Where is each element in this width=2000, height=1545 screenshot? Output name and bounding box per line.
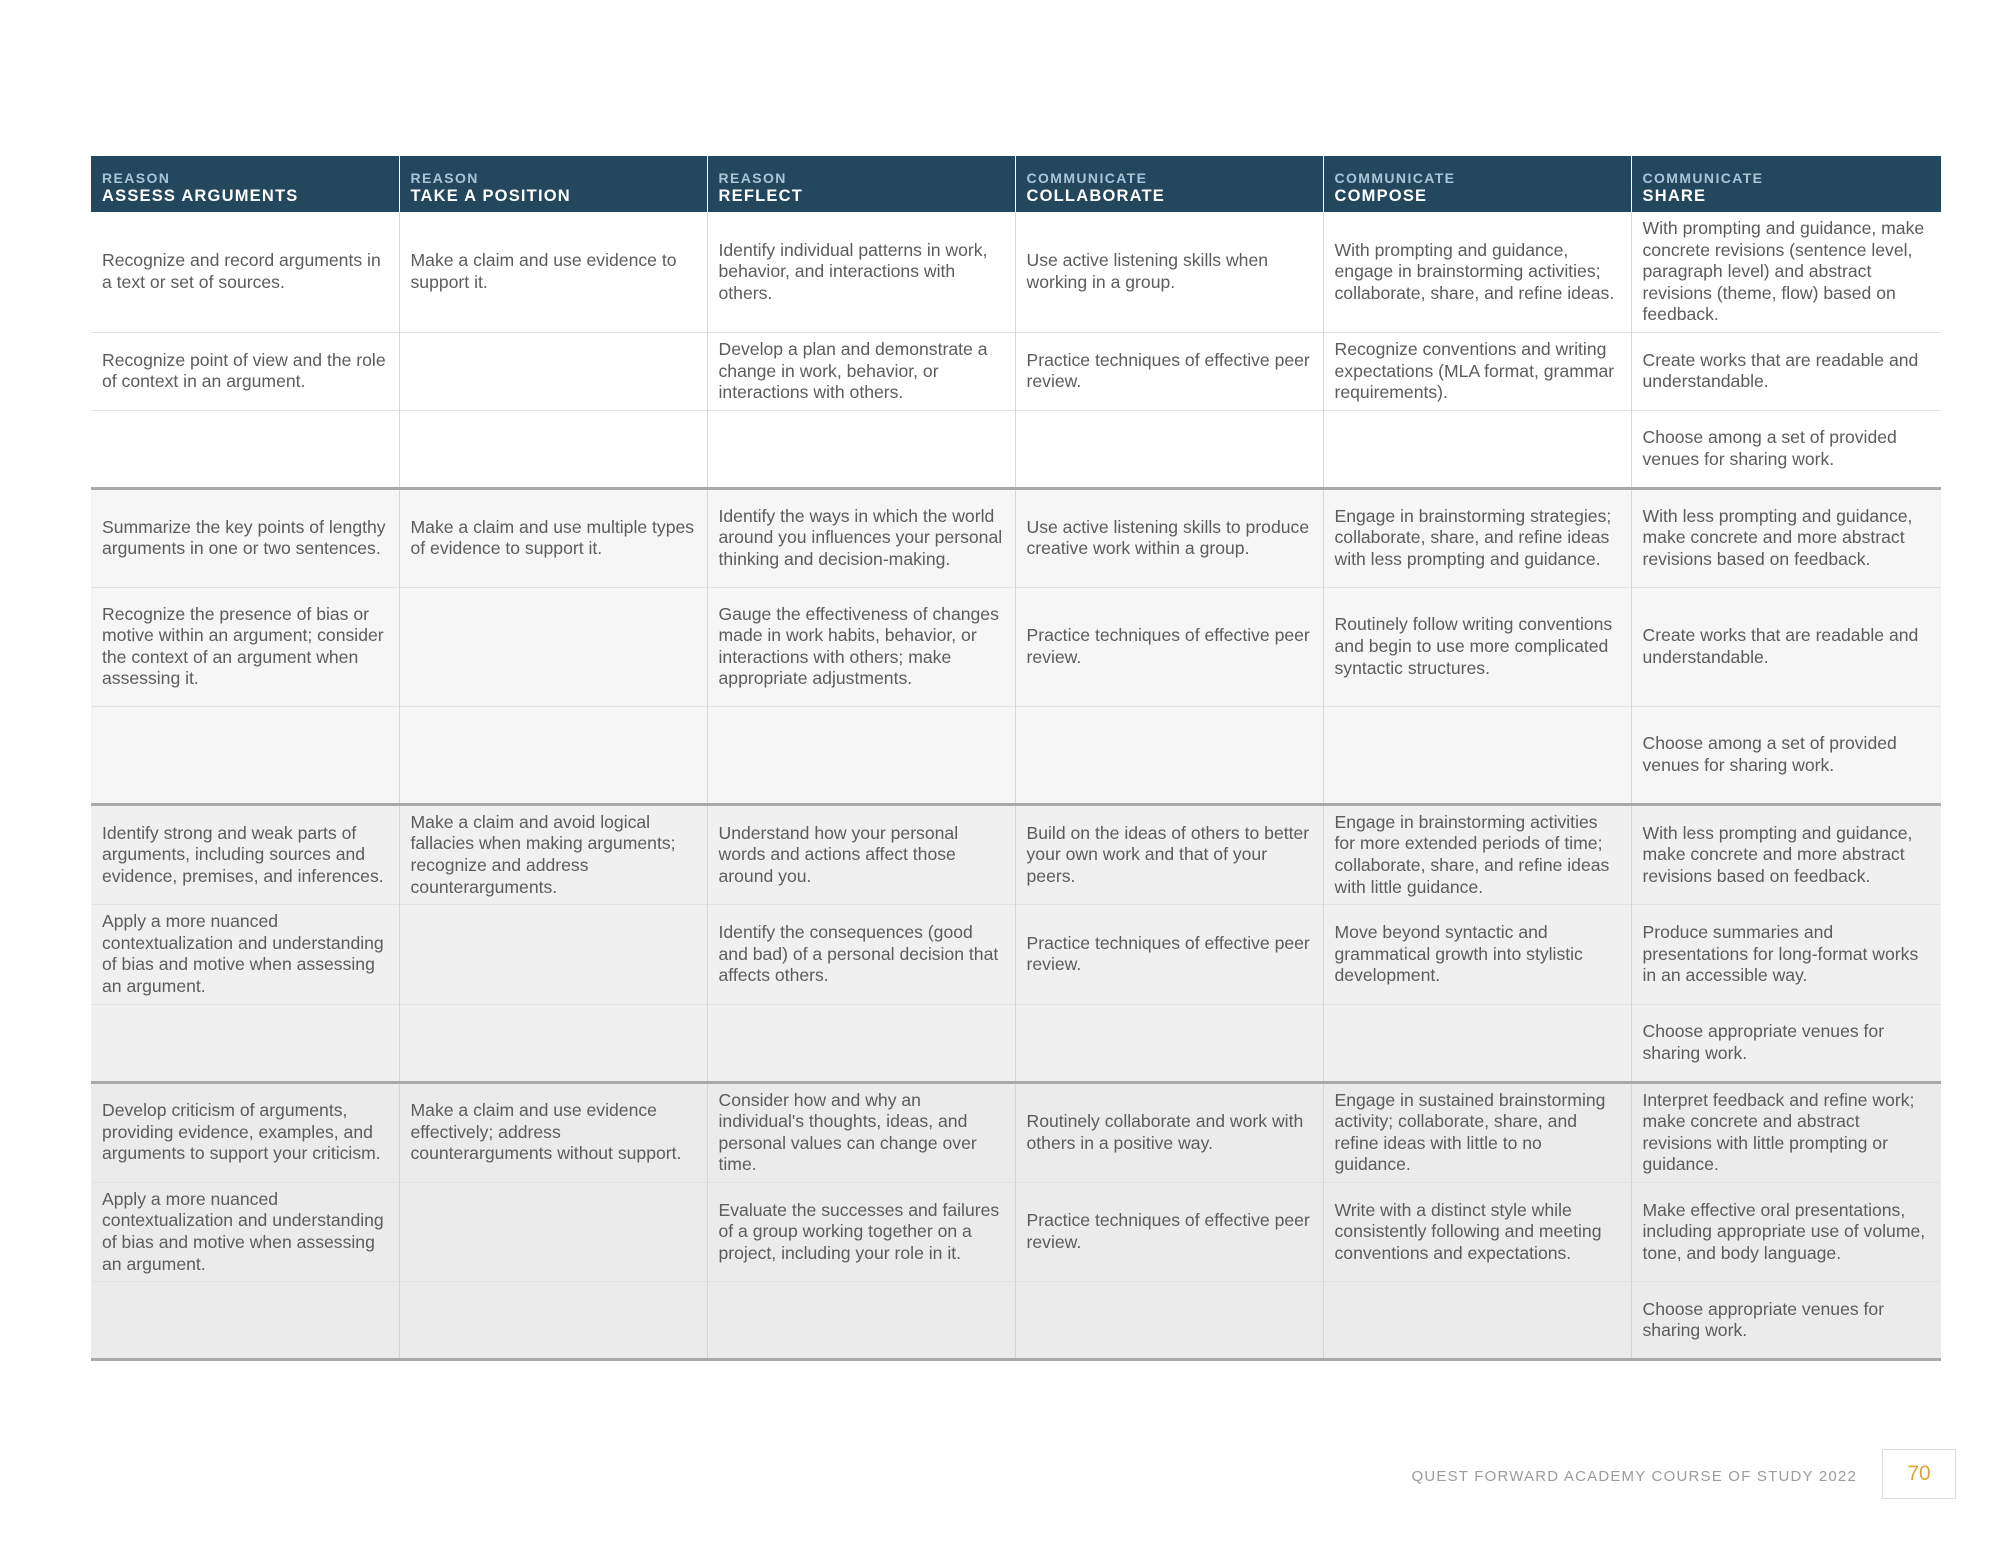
column-category: REASON [718, 170, 787, 186]
table-cell: Choose appropriate venues for sharing work. [1631, 1004, 1941, 1082]
table-cell: Recognize the presence of bias or motive within an argument; consider the context of an argument when assessing it. [91, 587, 399, 706]
table-cell: Make a claim and use evidence to support it. [399, 212, 707, 332]
table-cell: Write with a distinct style while consistently following and meeting conventions and expectations. [1323, 1182, 1631, 1281]
table-cell: Gauge the effectiveness of changes made in work habits, behavior, or interactions with others; make appropriate adjustments. [707, 587, 1015, 706]
table-cell: Choose among a set of provided venues for sharing work. [1631, 706, 1941, 804]
column-category: COMMUNICATE [1026, 170, 1148, 186]
table-cell [399, 1182, 707, 1281]
table-cell [91, 1004, 399, 1082]
table-cell: Make effective oral presentations, including appropriate use of volume, tone, and body language. [1631, 1182, 1941, 1281]
table-cell [399, 706, 707, 804]
column-category: REASON [102, 170, 171, 186]
page-number: 70 [1882, 1449, 1956, 1499]
column-skill: COMPOSE [1334, 187, 1428, 205]
table-row [91, 1182, 1941, 1281]
table-cell: Identify the ways in which the world around you influences your personal thinking and decision-making. [707, 488, 1015, 587]
table-cell [399, 1282, 707, 1360]
level-group-2 [91, 488, 1941, 804]
column-category: REASON [410, 170, 479, 186]
table-cell: Build on the ideas of others to better your own work and that of your peers. [1015, 804, 1323, 904]
table-cell [91, 1282, 399, 1360]
table-row [91, 1004, 1941, 1082]
column-skill: SHARE [1642, 187, 1707, 205]
table-cell: Create works that are readable and understandable. [1631, 332, 1941, 410]
level-group-4 [91, 1082, 1941, 1360]
table-row [91, 1282, 1941, 1360]
table-cell: Identify strong and weak parts of arguments, including sources and evidence, premises, and inferences. [91, 804, 399, 904]
table-cell [1015, 1004, 1323, 1082]
table-row [91, 488, 1941, 587]
table-cell [1323, 410, 1631, 488]
column-header-assess-arguments [91, 156, 399, 212]
table-cell: Consider how and why an individual's thoughts, ideas, and personal values can change over time. [707, 1082, 1015, 1182]
table-cell: Identify individual patterns in work, behavior, and interactions with others. [707, 212, 1015, 332]
table-cell [399, 410, 707, 488]
table-cell: Routinely collaborate and work with others in a positive way. [1015, 1082, 1323, 1182]
table-row [91, 332, 1941, 410]
table-cell: Engage in sustained brainstorming activity; collaborate, share, and refine ideas with little to no guidance. [1323, 1082, 1631, 1182]
table-cell: Recognize point of view and the role of context in an argument. [91, 332, 399, 410]
table-cell: With less prompting and guidance, make concrete and more abstract revisions based on feedback. [1631, 804, 1941, 904]
table-cell: Evaluate the successes and failures of a group working together on a project, including your role in it. [707, 1182, 1015, 1281]
footer-publication-title: QUEST FORWARD ACADEMY COURSE OF STUDY 2022 [1411, 1468, 1857, 1485]
table-cell: Identify the consequences (good and bad) of a personal decision that affects others. [707, 905, 1015, 1004]
table-cell [1015, 706, 1323, 804]
table-cell: Make a claim and avoid logical fallacies when making arguments; recognize and address counterarguments. [399, 804, 707, 904]
table-cell: With less prompting and guidance, make concrete and more abstract revisions based on feedback. [1631, 488, 1941, 587]
table-cell: Create works that are readable and understandable. [1631, 587, 1941, 706]
table-row [91, 587, 1941, 706]
table-cell: Make a claim and use evidence effectively; address counterarguments without support. [399, 1082, 707, 1182]
column-skill: COLLABORATE [1026, 187, 1165, 205]
table-cell: Choose appropriate venues for sharing work. [1631, 1282, 1941, 1360]
table-cell [1015, 1282, 1323, 1360]
table-row [91, 905, 1941, 1004]
table-cell [707, 1282, 1015, 1360]
table-row [91, 1082, 1941, 1182]
table-cell [707, 410, 1015, 488]
table-row [91, 410, 1941, 488]
table-cell [1015, 410, 1323, 488]
table-cell: With prompting and guidance, make concrete revisions (sentence level, paragraph level) and abstract revisions (theme, flow) based on feedback. [1631, 212, 1941, 332]
column-category: COMMUNICATE [1642, 170, 1764, 186]
table-cell [707, 706, 1015, 804]
table-cell: Routinely follow writing conventions and begin to use more complicated syntactic structures. [1323, 587, 1631, 706]
header-row [91, 156, 1941, 212]
table-cell: Practice techniques of effective peer review. [1015, 905, 1323, 1004]
table-cell: Interpret feedback and refine work; make concrete and abstract revisions with little prompting or guidance. [1631, 1082, 1941, 1182]
table-cell: With prompting and guidance, engage in brainstorming activities; collaborate, share, and refine ideas. [1323, 212, 1631, 332]
table-cell [91, 410, 399, 488]
table-cell [399, 332, 707, 410]
table-cell: Develop criticism of arguments, providing evidence, examples, and arguments to support your criticism. [91, 1082, 399, 1182]
table-cell: Engage in brainstorming activities for more extended periods of time; collaborate, share, and refine ideas with little guidance. [1323, 804, 1631, 904]
table-cell: Choose among a set of provided venues for sharing work. [1631, 410, 1941, 488]
table-cell [707, 1004, 1015, 1082]
table-cell: Understand how your personal words and actions affect those around you. [707, 804, 1015, 904]
table-row [91, 212, 1941, 332]
table-cell [1323, 706, 1631, 804]
table-cell [1323, 1004, 1631, 1082]
table-cell: Practice techniques of effective peer review. [1015, 1182, 1323, 1281]
table-cell: Practice techniques of effective peer review. [1015, 587, 1323, 706]
column-category: COMMUNICATE [1334, 170, 1456, 186]
column-header-compose [1323, 156, 1631, 212]
level-group-3 [91, 804, 1941, 1082]
table-cell [1323, 1282, 1631, 1360]
table-row [91, 804, 1941, 904]
table-cell: Recognize conventions and writing expectations (MLA format, grammar requirements). [1323, 332, 1631, 410]
table-cell: Recognize and record arguments in a text or set of sources. [91, 212, 399, 332]
column-skill: REFLECT [718, 187, 803, 205]
table-cell: Produce summaries and presentations for long-format works in an accessible way. [1631, 905, 1941, 1004]
table-cell: Apply a more nuanced contextualization and understanding of bias and motive when assessing an argument. [91, 1182, 399, 1281]
table-cell: Practice techniques of effective peer review. [1015, 332, 1323, 410]
table-cell [399, 1004, 707, 1082]
level-group-1 [91, 212, 1941, 488]
table-cell: Apply a more nuanced contextualization and understanding of bias and motive when assessing an argument. [91, 905, 399, 1004]
table-cell [399, 587, 707, 706]
table-cell: Summarize the key points of lengthy arguments in one or two sentences. [91, 488, 399, 587]
table-cell: Engage in brainstorming strategies; collaborate, share, and refine ideas with less prompting and guidance. [1323, 488, 1631, 587]
table-cell: Use active listening skills to produce creative work within a group. [1015, 488, 1323, 587]
table-cell: Move beyond syntactic and grammatical growth into stylistic development. [1323, 905, 1631, 1004]
table-row [91, 706, 1941, 804]
table-cell [91, 706, 399, 804]
rubric-table [91, 156, 1941, 1361]
column-header-collaborate [1015, 156, 1323, 212]
table-cell: Use active listening skills when working in a group. [1015, 212, 1323, 332]
column-header-reflect [707, 156, 1015, 212]
column-header-take-a-position [399, 156, 707, 212]
column-skill: TAKE A POSITION [410, 187, 571, 205]
column-header-share [1631, 156, 1941, 212]
table-cell [399, 905, 707, 1004]
table-cell: Make a claim and use multiple types of evidence to support it. [399, 488, 707, 587]
table-cell: Develop a plan and demonstrate a change in work, behavior, or interactions with others. [707, 332, 1015, 410]
column-skill: ASSESS ARGUMENTS [102, 187, 299, 205]
